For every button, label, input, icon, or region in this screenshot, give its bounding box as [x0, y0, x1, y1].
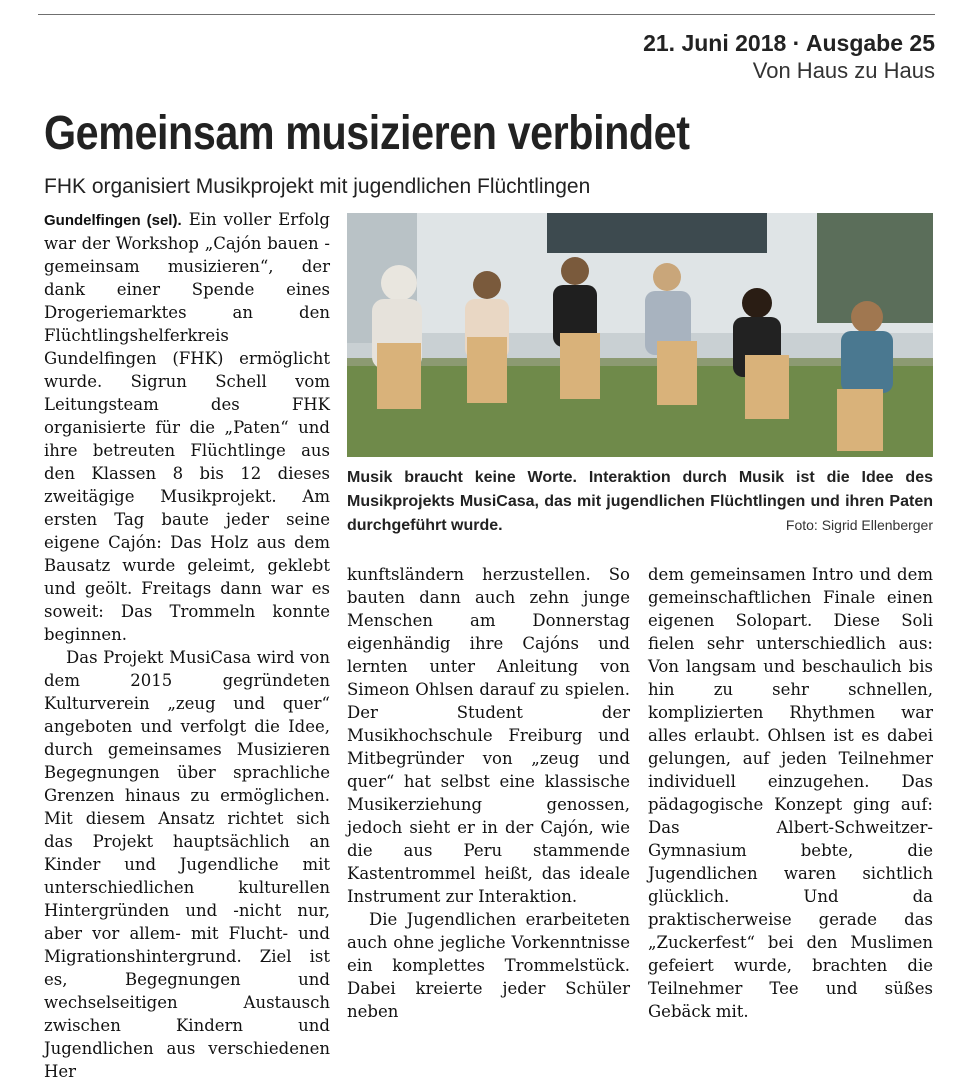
paragraph-3: Die Jugendlichen erarbeiteten auch ohne jegliche Vorkenntnisse ein komplettes Trommelstück. Dabei kreierte jeder Schüler neben	[347, 910, 630, 1021]
paragraph-3-cont: dem gemeinsamen Intro und dem gemeinschaftlichen Finale einen eigenen Solopart. Diese Soli fielen sehr unterschiedlich aus: Von langsam und beschaulich bis hin zu sehr schnellen, komplizierten Rhythmen war alles erlaubt. Ohlsen ist es dabei gelungen, auf jeden Teilnehmer individuell einzugehen. Das pädagogische Konzept ging auf: Das Albert-Schweitzer-Gymnasium bebte, die Jugendlichen waren sichtlich glücklich. Und da praktischerweise gerade das „Zuckerfest“ bei den Muslimen gefeiert wurde, brachten die Teilnehmer Tee und süßes Gebäck mit.	[648, 565, 933, 1021]
column-2	[347, 563, 630, 1023]
paragraph-1	[44, 208, 330, 646]
column-1	[44, 208, 330, 1083]
paragraph-2: Das Projekt MusiCasa wird von dem 2015 gegründeten Kulturverein „zeug und quer“ angeboten und verfolgt die Idee, durch gemeinsames Musizieren Begegnungen über sprachliche Grenzen hinaus zu ermöglichen. Mit diesem Ansatz richtet sich das Projekt hauptsächlich an Kinder und Jugendliche mit unterschiedlichen kulturellen Hintergründen und -nicht nur, aber vor allem- mit Flucht- und Migrationshintergrund. Ziel ist es, Begegnungen und wechselseitigen Austausch zwischen Kindern und Jugendlichen aus verschiedenen Her	[44, 648, 330, 1081]
article-photo	[347, 213, 933, 457]
photo-illustration	[347, 213, 933, 457]
column-3	[648, 563, 933, 1023]
photo-caption: Musik braucht keine Worte. Interaktion durch Musik ist die Idee des Musikprojekts MusiCasa, das mit jugendlichen Flüchtlingen und ihren Paten durchgeführt wurde.	[347, 469, 933, 534]
photo-credit: Foto: Sigrid Ellenberger	[785, 517, 933, 533]
subheadline: FHK organisiert Musikprojekt mit jugendlichen Flüchtlingen	[44, 175, 591, 198]
section-name: Von Haus zu Haus	[752, 58, 935, 83]
masthead	[643, 30, 935, 84]
paragraph-2-cont: kunftsländern herzustellen. So bauten dann auch zehn junge Menschen am Donnerstag eigenhändig ihre Cajóns und lernten unter Anleitung von Simeon Ohlsen darauf zu spielen. Der Student der Musikhochschule Freiburg und Mitbegründer von „zeug und quer“ hat selbst eine klassische Musikerziehung genossen, jedoch sieht er in der Cajón, wie die aus Peru stammende Kastentrommel heißt, das ideale Instrument zur Interaktion.	[347, 565, 630, 906]
top-rule	[38, 14, 935, 15]
paragraph-1-text: Ein voller Erfolg war der Workshop „Cajón bauen - gemeinsam musizieren“, der dank einer Spende eines Drogeriemarktes an den Flüchtlingshelferkreis Gundelfingen (FHK) ermöglicht wurde. Sigrun Schell vom Leitungsteam des FHK organisierte für die „Paten“ und ihre betreuten Flüchtlinge aus den Klassen 8 bis 12 dieses zweitägige Musikprojekt. Am ersten Tag baute jeder seine eigene Cajón: Das Holz aus dem Bausatz wurde geleimt, geklebt und geölt. Freitags dann war es soweit: Das Trommeln konnte beginnen.	[44, 210, 330, 644]
headline: Gemeinsam musizieren verbindet	[44, 107, 690, 160]
issue-date: 21. Juni 2018 · Ausgabe 25	[643, 30, 935, 56]
dateline: Gundelfingen (sel).	[44, 212, 182, 229]
